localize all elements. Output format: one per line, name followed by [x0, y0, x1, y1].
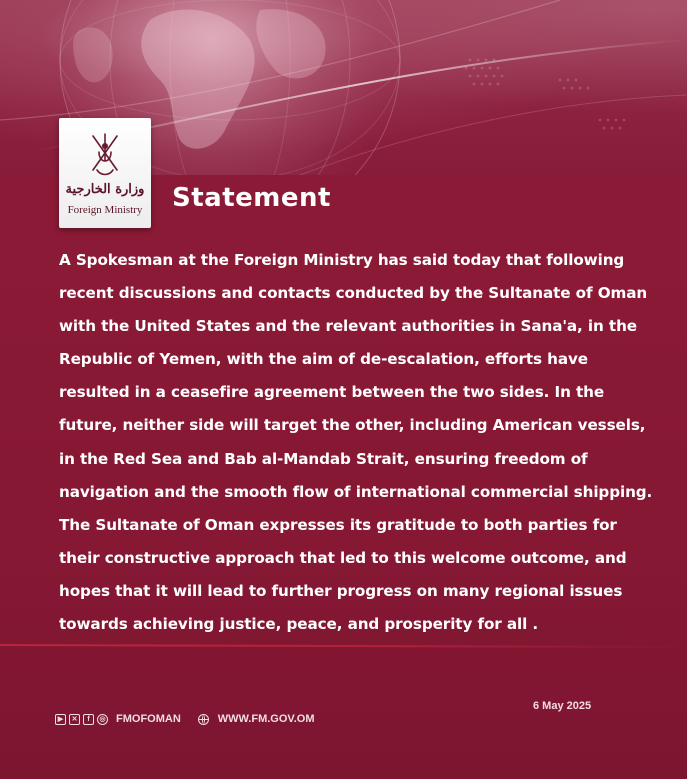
- globe-icon: [198, 714, 209, 725]
- oman-emblem-icon: [87, 130, 123, 178]
- website-link[interactable]: WWW.FM.GOV.OM: [217, 713, 315, 725]
- logo-english-text: Foreign Ministry: [67, 204, 143, 216]
- statement-body: A Spokesman at the Foreign Ministry has said today that following recent discussions and contacts conducted by the Sultanate of Oman with the United States and the relevant authorities in Sana'a, in the Republic of Yemen, with the aim of de-escalation, efforts have resulted in a ceasefire agreement between the two sides. In the future, neither side will target the other, including American vessels, in the Red Sea and Bab al-Mandab Strait, ensuring freedom of navigation and the smooth flow of international commercial shipping. The Sultanate of Oman expresses its gratitude to both parties for their constructive approach that led to this welcome outcome, and hopes that it will lead to further progress on many regional issues towards achieving justice, peace, and prosperity for all .: [59, 251, 653, 634]
- logo-arabic-text: وزارة الخارجية: [65, 182, 145, 197]
- social-handle[interactable]: FMOFOMAN: [116, 713, 181, 725]
- instagram-icon[interactable]: ◎: [97, 714, 108, 725]
- statement-title: Statement: [172, 183, 331, 213]
- youtube-icon[interactable]: ▶: [55, 714, 66, 725]
- statement-date: 6 May 2025: [533, 700, 592, 712]
- foreign-ministry-logo: [59, 118, 151, 228]
- facebook-icon[interactable]: f: [83, 714, 94, 725]
- footer-bar: [55, 712, 315, 726]
- divider-line: [0, 641, 687, 651]
- x-icon[interactable]: ✕: [69, 714, 80, 725]
